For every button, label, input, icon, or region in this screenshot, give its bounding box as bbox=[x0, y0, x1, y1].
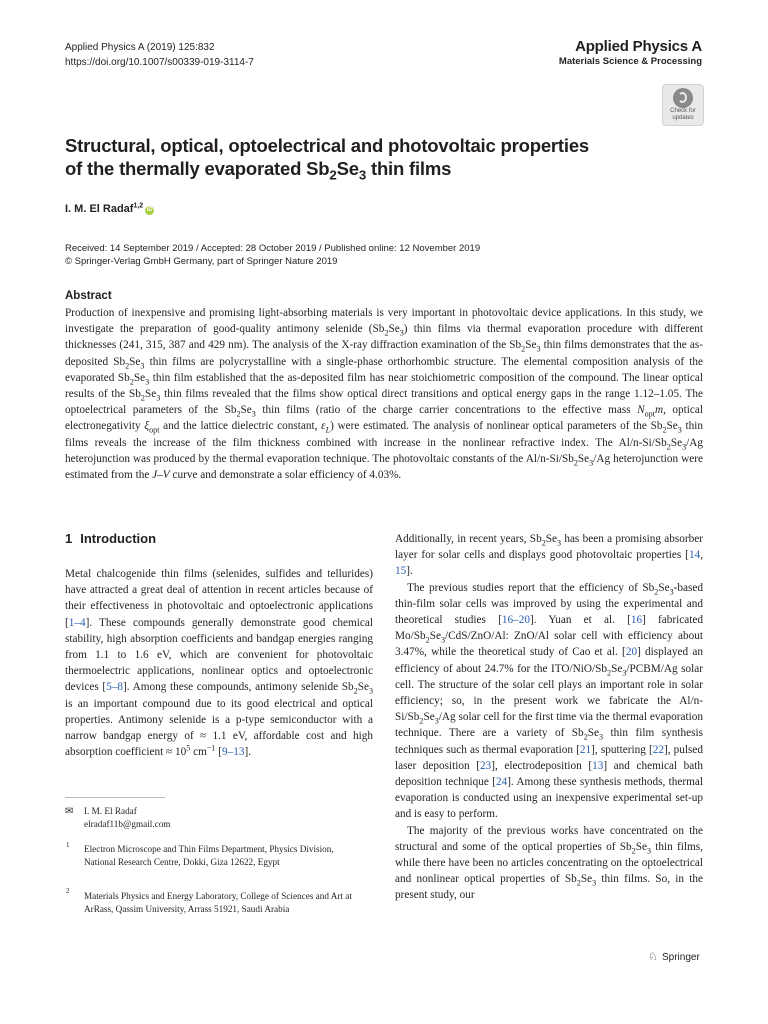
check-updates-label: Check for updates bbox=[670, 108, 696, 121]
check-updates-icon bbox=[673, 88, 693, 108]
article-header-left bbox=[65, 40, 254, 70]
journal-name: Applied Physics A bbox=[575, 38, 702, 55]
dates-line: Received: 14 September 2019 / Accepted: 28 October 2019 / Published online: 12 November 2019 bbox=[65, 243, 481, 254]
paragraph: Metal chalcogenide thin films (selenides, sulfides and tellurides) have attracted a great deal of attention in recent articles because of their effectiveness in photovoltaic and optoelectronic applications [1–4]. These compounds generally demonstrate good chemical stability, high absorption coefficients and bandgap energies ranging from 1.1 to 1.6 eV, which are convenient for photovoltaic thermoelectric applications, nonlinear optics and optoelectronic devices [5–8]. Among these compounds, antimony selenide $Sb_2Se_3$ is an important compound due to its good electrical and optical properties. Antimony selenide is a p-type semiconductor with a narrow bandgap energy of ≈ 1.1 eV, affordable cost and high absorption coefficient ≈ $10^5$ $cm^{-1}$ [9–13]. bbox=[65, 568, 373, 759]
publisher-footer bbox=[648, 952, 700, 963]
body-column-left bbox=[65, 566, 373, 760]
corresponding-author-name: I. M. El Radaf bbox=[84, 806, 137, 816]
abstract-heading: Abstract bbox=[65, 290, 112, 302]
envelope-icon: ✉ bbox=[65, 806, 74, 817]
journal-subtitle: Materials Science & Processing bbox=[558, 56, 702, 67]
article-title bbox=[65, 134, 695, 183]
section-number: 1 bbox=[65, 531, 73, 546]
title-line-2: of the thermally evaporated $Sb_2Se_3$ thin films bbox=[65, 158, 452, 183]
check-for-updates-badge[interactable] bbox=[662, 84, 704, 126]
affiliation-2: Materials Physics and Energy Laboratory, College of Sciences and Art at ArRass, Qassim University, Arrass 51921, Saudi Arabia bbox=[84, 891, 352, 914]
paragraph: The majority of the previous works have concentrated on the structural and some of the optical properties of $Sb_2Se_3$ thin films, while there have been no articles concentrating on the optoelectrical and nonlinear optical properties of $Sb_2Se_3$ thin films. So, in the present study, our bbox=[395, 824, 703, 902]
author-name[interactable]: I. M. El Radaf bbox=[65, 203, 134, 215]
citation: Applied Physics A (2019) 125:832 bbox=[65, 42, 215, 53]
journal-branding bbox=[559, 38, 702, 67]
body-column-right bbox=[395, 531, 703, 904]
author-line bbox=[65, 203, 154, 215]
abstract-text: Production of inexpensive and promising light-absorbing materials is very important in photovoltaic device applications. In this study, we investigate the preparation of good-quality antimony selenide $(Sb_2Se_3)$ thin films via thermal evaporation procedure with different thicknesses (241, 315, 387 and 429 nm). The analysis of the X-ray diffraction examination of the $Sb_2Se_3$ thin films demonstrates that the as-deposited $Sb_2Se_3$ thin films are polycrystalline with a single-phase orthorhombic structure. The elemental composition analysis of the evaporated $Sb_2Se_3$ thin film established that the as-deposited film has near stoichiometric composition of the compound. The linear optical results of the $Sb_2Se_3$ thin films revealed that the films show optical direct transitions and optical energy gaps in the range 1.12–1.05. The optoelectrical parameters of the $Sb_2Se_3$ thin films (ratio of the charge carrier concentrations to the effective mass $N_{opt}m$, optical electronegativity $\xi_{opt}$ and the lattice dielectric constant, $\varepsilon_L$) were estimated. The analysis of nonlinear optical parameters of the $Sb_2Se_3$ thin films reveals the increase of the film thickness combined with increase in the nonlinear refractive index. The $Al/n-Si/Sb_2Se_3/Ag$ heterojunction was produced by the thermal evaporation technique. The photovoltaic constants of the $Al/n-Si/Sb_2Se_3/Ag$ heterojunction were estimated from the J–V curve and demonstrate a solar efficiency of 4.03%. bbox=[65, 307, 704, 482]
publisher-name: Springer bbox=[662, 952, 700, 963]
affiliation-1: Electron Microscope and Thin Films Department, Physics Division, National Research Centre, Dokki, Giza 12622, Egypt bbox=[84, 844, 334, 867]
doi-link[interactable]: https://doi.org/10.1007/s00339-019-3114-7 bbox=[65, 57, 254, 68]
section-title: Introduction bbox=[80, 531, 157, 546]
springer-horse-icon: ♘ bbox=[648, 951, 658, 963]
footnote-mark-1: 1 bbox=[66, 841, 70, 849]
publication-dates bbox=[65, 242, 480, 268]
paragraph: The previous studies report that the efficiency of $Sb_2Se_3$-based thin-film solar cells was improved by using the experimental and theoretical studies [16–20]. Yuan et al. [16] fabricated $Mo/Sb_2Se_3/CdS/ZnO/Al$: ZnO/Al solar cell with efficiency about 3.47%, while the theoretical study of Cao et al. [20] displayed an efficiency of about 24.7% for the ITO/$NiO/Sb_2Se_3/PCBM/Ag$ solar cell. The structure of the solar cell plays an important role in solar efficiency; so, in the present work we fabricate the $Al/n-Si/Sb_2Se_3/Ag$ solar cell for the first time via the thermal evaporation technique. There are a variety of $Sb_2Se_3$ thin film synthesis techniques such as thermal evaporation [21], sputtering [22], pulsed laser deposition [23], electrodeposition [13] and chemical bath deposition technique [24]. Among these synthesis methods, thermal evaporation is conducted using an inexpensive experimental set-up and is easy to perform. bbox=[395, 581, 704, 821]
corresponding-author bbox=[84, 805, 170, 831]
copyright-line: © Springer-Verlag GmbH Germany, part of Springer Nature 2019 bbox=[65, 256, 338, 267]
corresponding-author-email[interactable]: elradaf11b@gmail.com bbox=[84, 819, 171, 829]
footnote-mark-2: 2 bbox=[66, 887, 70, 895]
paragraph: Additionally, in recent years, $Sb_2Se_3$ has been a promising absorber layer for solar cells and displays good photovoltaic properties [14, 15]. bbox=[395, 533, 703, 578]
section-heading-introduction bbox=[65, 531, 156, 546]
orcid-icon[interactable]: iD bbox=[146, 207, 153, 213]
footnote-divider bbox=[65, 797, 165, 798]
title-line-1: Structural, optical, optoelectrical and photovoltaic properties bbox=[65, 135, 589, 156]
author-affiliation-marks: 1,2 bbox=[133, 202, 144, 210]
abstract-body bbox=[65, 305, 703, 483]
